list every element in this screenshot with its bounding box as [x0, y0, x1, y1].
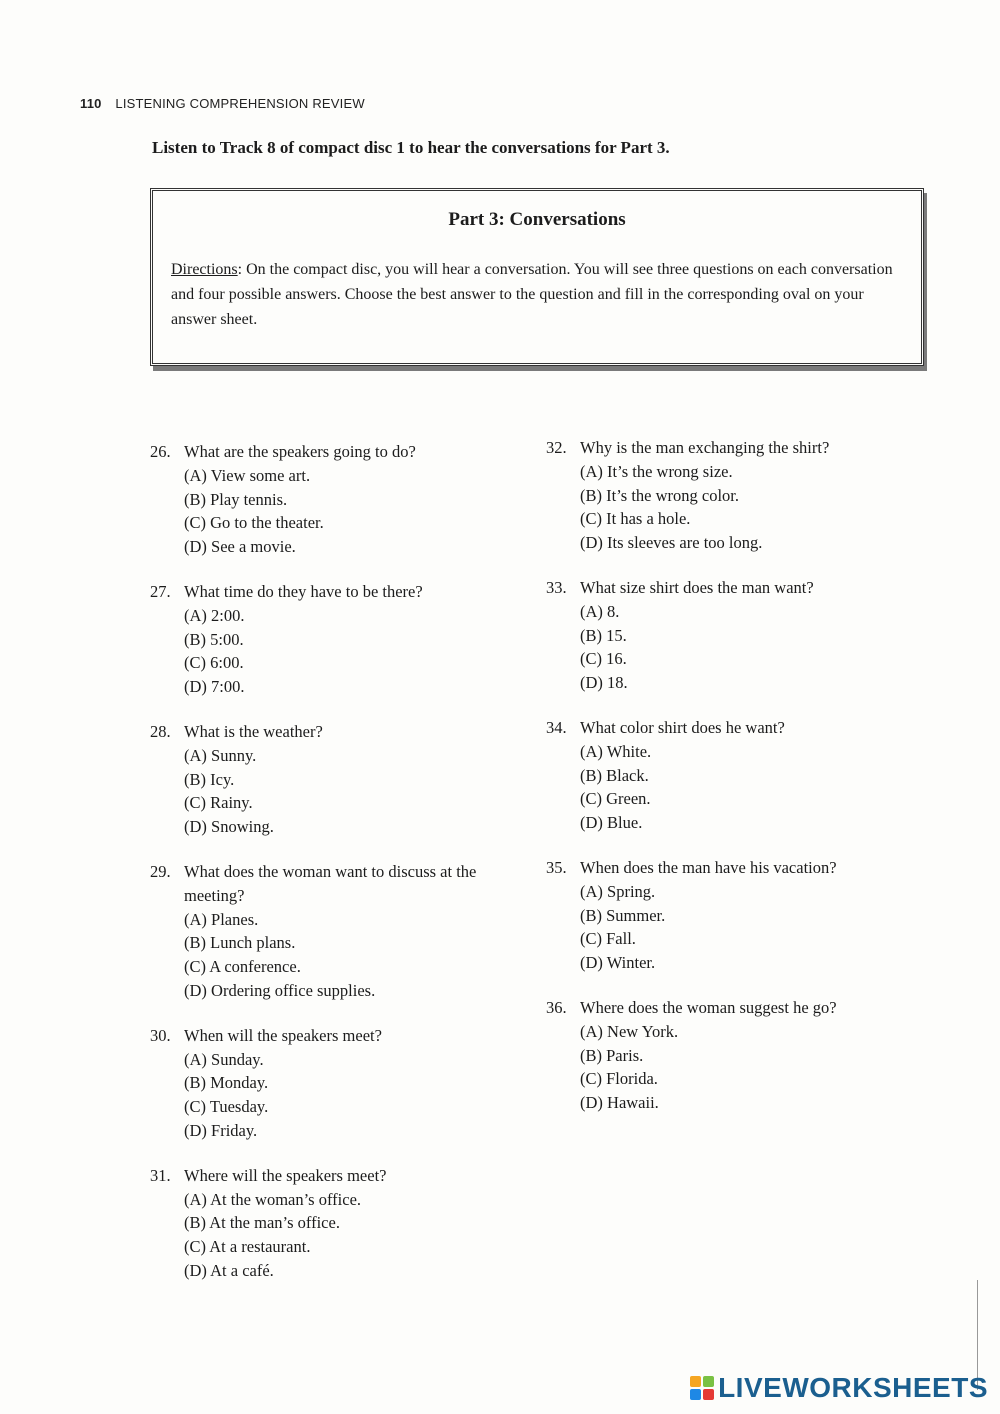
answer-option: (B) Monday. — [184, 1073, 269, 1093]
answer-option: (C) 6:00. — [184, 653, 244, 673]
question-block — [546, 856, 926, 975]
answer-option: (D) Hawaii. — [580, 1093, 659, 1113]
answer-option: (C) Rainy. — [184, 793, 253, 813]
logo-square — [690, 1389, 701, 1400]
question-number: 27. — [150, 581, 171, 601]
answer-option: (D) 18. — [580, 673, 628, 693]
answer-option: (C) Fall. — [580, 929, 636, 949]
answer-options — [184, 744, 510, 839]
answer-option: (B) Icy. — [184, 769, 235, 789]
answer-option: (A) It’s the wrong size. — [580, 461, 733, 481]
answer-option: (D) Snowing. — [184, 817, 274, 837]
section-title: LISTENING COMPREHENSION REVIEW — [115, 96, 365, 111]
question-number: 29. — [150, 861, 171, 881]
question-text: When does the man have his vacation? — [580, 857, 837, 877]
answer-option: (C) 16. — [580, 649, 627, 669]
question-block — [150, 860, 510, 1003]
question-stem — [546, 576, 926, 600]
question-number: 35. — [546, 857, 567, 877]
answer-options — [184, 604, 510, 699]
answer-option: (A) New York. — [580, 1021, 679, 1041]
answer-option: (D) Friday. — [184, 1120, 258, 1140]
answer-option: (D) 7:00. — [184, 677, 245, 697]
answer-option: (C) A conference. — [184, 957, 301, 977]
question-number: 28. — [150, 721, 171, 741]
answer-option: (C) Go to the theater. — [184, 513, 324, 533]
answer-option: (D) At a café. — [184, 1260, 274, 1280]
answer-options — [184, 464, 510, 559]
answer-option: (C) Tuesday. — [184, 1097, 269, 1117]
question-block — [546, 436, 926, 555]
question-stem — [150, 1164, 510, 1188]
answer-option: (A) View some art. — [184, 465, 311, 485]
answer-option: (B) Play tennis. — [184, 489, 288, 509]
answer-option: (C) Green. — [580, 789, 651, 809]
question-text: Where does the woman suggest he go? — [580, 997, 837, 1017]
answer-option: (D) Its sleeves are too long. — [580, 533, 763, 553]
part-title: Part 3: Conversations — [448, 209, 626, 230]
question-stem — [546, 996, 926, 1020]
question-block — [546, 716, 926, 835]
answer-options — [580, 740, 926, 835]
answer-option: (C) At a restaurant. — [184, 1237, 311, 1257]
page-header — [80, 96, 365, 111]
question-text: What is the weather? — [184, 721, 323, 741]
answer-option: (B) 5:00. — [184, 629, 244, 649]
answer-option: (B) Black. — [580, 765, 649, 785]
answer-option: (B) At the man’s office. — [184, 1213, 340, 1233]
question-stem — [150, 580, 510, 604]
question-number: 34. — [546, 717, 567, 737]
part-directions-box — [150, 188, 924, 366]
answer-option: (D) Blue. — [580, 813, 643, 833]
answer-option: (B) 15. — [580, 625, 627, 645]
question-text: Where will the speakers meet? — [184, 1165, 387, 1185]
answer-option: (A) Sunday. — [184, 1049, 264, 1069]
answer-option: (D) Ordering office supplies. — [184, 980, 376, 1000]
question-block — [150, 1164, 510, 1283]
question-block — [546, 996, 926, 1115]
logo-square — [703, 1376, 714, 1387]
directions-text: : On the compact disc, you will hear a conversation. You will see three questions on each conversation and four possible answers. Choose the best answer to the question and fill in the corresponding oval on your answer sheet. — [171, 261, 893, 328]
directions-label: Directions — [171, 261, 238, 278]
answer-option: (A) 8. — [580, 601, 620, 621]
question-stem — [150, 720, 510, 744]
question-text: When will the speakers meet? — [184, 1025, 382, 1045]
question-text: Why is the man exchanging the shirt? — [580, 438, 830, 457]
track-instruction: Listen to Track 8 of compact disc 1 to hear the conversations for Part 3. — [152, 138, 670, 157]
question-number: 36. — [546, 997, 567, 1017]
question-block — [150, 1024, 510, 1143]
question-block — [150, 720, 510, 839]
answer-option: (A) Planes. — [184, 909, 259, 929]
answer-option: (B) Lunch plans. — [184, 933, 296, 953]
question-text: What time do they have to be there? — [184, 581, 423, 601]
question-stem — [150, 860, 510, 908]
question-text: What are the speakers going to do? — [184, 442, 416, 461]
answer-option: (D) See a movie. — [184, 537, 296, 557]
answer-option: (C) It has a hole. — [580, 509, 691, 529]
answer-option: (A) Spring. — [580, 881, 656, 901]
question-block — [150, 580, 510, 699]
logo-square — [690, 1376, 701, 1387]
liveworksheets-logo-icon — [690, 1376, 714, 1400]
question-number: 31. — [150, 1165, 171, 1185]
answer-options — [580, 460, 926, 555]
question-stem — [546, 716, 926, 740]
question-text: What color shirt does he want? — [580, 717, 785, 737]
question-text: What size shirt does the man want? — [580, 577, 814, 597]
question-number: 33. — [546, 577, 567, 597]
liveworksheets-brand — [690, 1372, 988, 1404]
question-stem — [546, 856, 926, 880]
question-number: 30. — [150, 1025, 171, 1045]
page-number: 110 — [80, 96, 102, 111]
question-stem — [150, 440, 510, 464]
question-stem — [546, 436, 926, 460]
questions-column-right — [546, 436, 926, 1136]
brand-name: LIVEWORKSHEETS — [718, 1372, 988, 1403]
question-stem — [150, 1024, 510, 1048]
answer-options — [580, 600, 926, 695]
answer-option: (A) 2:00. — [184, 605, 245, 625]
answer-option: (A) White. — [580, 741, 652, 761]
answer-options — [184, 1048, 510, 1143]
question-block — [150, 440, 510, 559]
answer-option: (D) Winter. — [580, 953, 656, 973]
question-number: 26. — [150, 442, 171, 461]
logo-square — [703, 1389, 714, 1400]
answer-option: (C) Florida. — [580, 1069, 658, 1089]
answer-option: (A) At the woman’s office. — [184, 1189, 362, 1209]
answer-options — [580, 880, 926, 975]
questions-column-left — [150, 440, 510, 1304]
answer-option: (B) Summer. — [580, 905, 666, 925]
answer-option: (B) It’s the wrong color. — [580, 485, 740, 505]
question-block — [546, 576, 926, 695]
answer-options — [184, 908, 510, 1003]
answer-option: (A) Sunny. — [184, 745, 257, 765]
answer-options — [580, 1020, 926, 1115]
question-text: What does the woman want to discuss at the meeting? — [184, 861, 477, 905]
answer-options — [184, 1188, 510, 1283]
question-number: 32. — [546, 438, 567, 457]
directions-paragraph — [171, 257, 893, 332]
answer-option: (B) Paris. — [580, 1045, 644, 1065]
